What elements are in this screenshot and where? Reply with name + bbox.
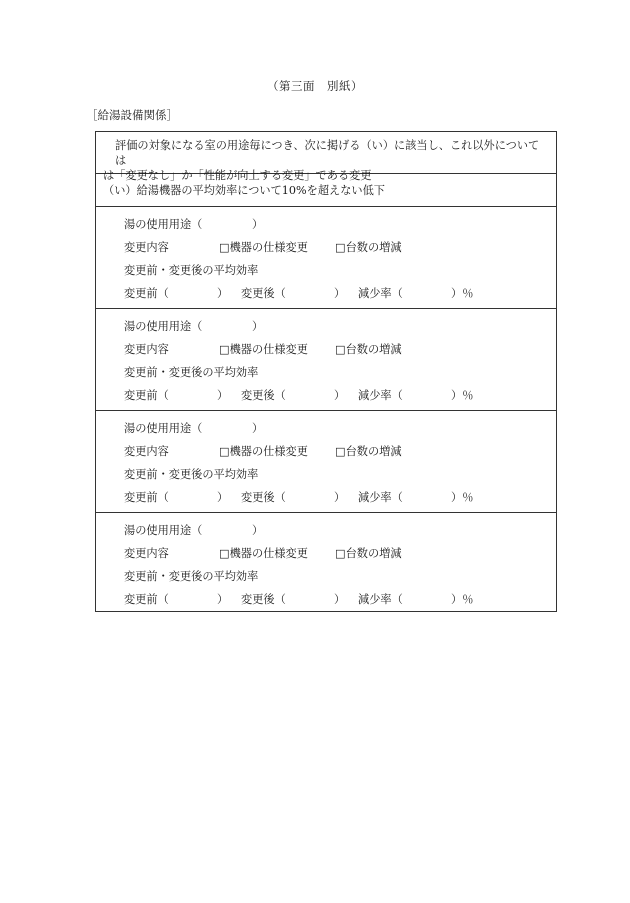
reduction-close: ）％ (451, 287, 474, 300)
after-close: ） (334, 491, 346, 504)
reduction-close: ）％ (451, 491, 474, 504)
option-count-change[interactable]: □台数の増減 (335, 241, 402, 254)
option-spec-change[interactable]: □機器の仕様変更 (219, 445, 308, 458)
change-label: 変更内容 (124, 445, 169, 458)
usage-close: ） (252, 218, 264, 231)
efficiency-label: 変更前・変更後の平均効率 (124, 366, 259, 379)
criterion-text: （い）給湯機器の平均効率について10%を超えない低下 (96, 174, 556, 207)
option-count-change[interactable]: □台数の増減 (335, 343, 402, 356)
option-spec-change[interactable]: □機器の仕様変更 (219, 547, 308, 560)
option-count-change[interactable]: □台数の増減 (335, 547, 402, 560)
option-count-change[interactable]: □台数の増減 (335, 445, 402, 458)
after-label: 変更後（ (241, 593, 286, 606)
option-spec-change[interactable]: □機器の仕様変更 (219, 343, 308, 356)
reduction-label: 減少率（ (358, 593, 403, 606)
after-close: ） (334, 593, 346, 606)
entry-block (96, 513, 556, 615)
usage-label: 湯の使用用途（ (124, 218, 203, 231)
after-label: 変更後（ (241, 287, 286, 300)
entry-block (96, 207, 556, 309)
option-spec-change[interactable]: □機器の仕様変更 (219, 241, 308, 254)
after-close: ） (334, 287, 346, 300)
page-heading: （第三面 別紙） (267, 79, 363, 93)
before-close: ） (217, 593, 229, 606)
before-close: ） (217, 389, 229, 402)
after-label: 変更後（ (241, 491, 286, 504)
efficiency-label: 変更前・変更後の平均効率 (124, 570, 259, 583)
intro-line-2: は「変更なし」か「性能が向上する変更」である変更 (103, 169, 372, 182)
reduction-close: ）％ (451, 593, 474, 606)
reduction-label: 減少率（ (358, 389, 403, 402)
change-label: 変更内容 (124, 343, 169, 356)
entry-blocks (96, 207, 556, 615)
form-frame (95, 131, 557, 612)
intro-line-1: 評価の対象になる室の用途毎につき、次に掲げる（い）に該当し、これ以外については (115, 139, 540, 167)
reduction-close: ）％ (451, 389, 474, 402)
usage-close: ） (252, 524, 264, 537)
before-close: ） (217, 287, 229, 300)
usage-close: ） (252, 320, 264, 333)
before-label: 変更前（ (124, 389, 169, 402)
entry-block (96, 411, 556, 513)
after-close: ） (334, 389, 346, 402)
change-label: 変更内容 (124, 241, 169, 254)
usage-label: 湯の使用用途（ (124, 524, 203, 537)
section-label: ［給湯設備関係］ (86, 108, 178, 122)
reduction-label: 減少率（ (358, 287, 403, 300)
intro-text (96, 132, 556, 182)
usage-label: 湯の使用用途（ (124, 320, 203, 333)
efficiency-label: 変更前・変更後の平均効率 (124, 468, 259, 481)
before-close: ） (217, 491, 229, 504)
reduction-label: 減少率（ (358, 491, 403, 504)
usage-label: 湯の使用用途（ (124, 422, 203, 435)
efficiency-label: 変更前・変更後の平均効率 (124, 264, 259, 277)
before-label: 変更前（ (124, 491, 169, 504)
before-label: 変更前（ (124, 593, 169, 606)
after-label: 変更後（ (241, 389, 286, 402)
entry-block (96, 309, 556, 411)
change-label: 変更内容 (124, 547, 169, 560)
before-label: 変更前（ (124, 287, 169, 300)
usage-close: ） (252, 422, 264, 435)
